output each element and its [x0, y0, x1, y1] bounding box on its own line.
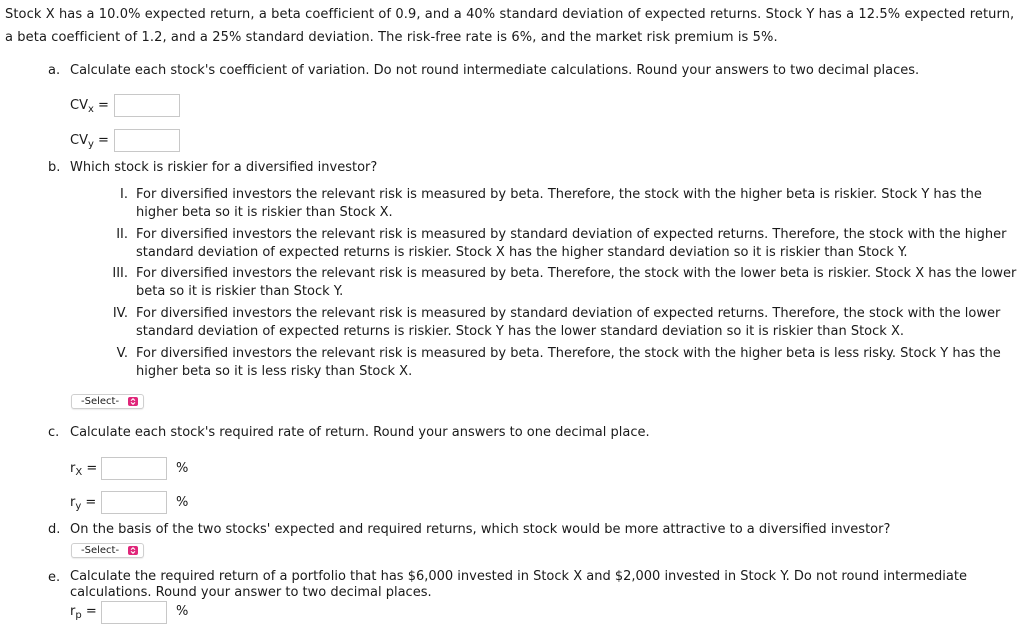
option-v-text: For diversified investors the relevant risk is measured by beta. Therefore, the stock with the higher beta is less risky. Stock Y has the higher beta so it is less risky than Stock X. [136, 346, 1001, 379]
option-i-text: For diversified investors the relevant risk is measured by beta. Therefore, the stock with the higher beta is riskier. Stock Y has the higher beta so it is riskier than Stock X. [136, 187, 982, 220]
cvy-input[interactable] [114, 129, 180, 152]
up-down-chevron-icon [128, 397, 138, 406]
part-b-label: b. [48, 160, 61, 175]
part-a-question: Calculate each stock's coefficient of variation. Do not round intermediate calculations. Round your answers to two decimal places. [70, 63, 920, 78]
problem-statement: Stock X has a 10.0% expected return, a beta coefficient of 0.9, and a 40% standard deviation of expected returns. Stock Y has a 12.5% expected return, a beta coefficient of 1.2, and a 25% standard deviation. The risk-free rate is 6%, and the market risk premium is 5%. [5, 7, 1015, 45]
part-e-label: e. [48, 570, 61, 585]
part-e-question: Calculate the required return of a portfolio that has $6,000 invested in Stock X and $2,000 invested in Stock Y. Do not round intermediate calculations. Round your answer to two decimal places. [70, 569, 967, 600]
part-c-question: Calculate each stock's required rate of return. Round your answers to one decimal place. [70, 425, 650, 440]
rp-percent-unit: % [176, 604, 189, 619]
ry-label: $r_y$ = [70, 495, 97, 512]
rx-label: $r_X$ = [70, 461, 98, 478]
rx-percent-unit: % [176, 461, 189, 476]
up-down-chevron-icon [128, 546, 138, 555]
option-iii-number: III. [112, 266, 128, 281]
part-b-question: Which stock is riskier for a diversified investor? [70, 160, 378, 175]
option-ii-text: For diversified investors the relevant risk is measured by standard deviation of expected returns. Therefore, the stock with the higher standard deviation of expected returns is riskier. Stock X has the higher standard deviation so it is riskier than Stock Y. [136, 227, 1007, 260]
part-d-select[interactable]: -Select- [71, 543, 144, 558]
option-iv-number: IV. [112, 306, 128, 321]
ry-input[interactable] [101, 491, 167, 514]
part-b-select[interactable]: -Select- [71, 394, 144, 409]
part-a-label: a. [48, 63, 61, 78]
ry-percent-unit: % [176, 495, 189, 510]
cvx-label: $CV_x$ = [70, 98, 109, 115]
part-d-label: d. [48, 522, 61, 537]
part-d-question: On the basis of the two stocks' expected and required returns, which stock would be more attractive to a diversified investor? [70, 522, 891, 537]
option-i-number: I. [120, 187, 128, 202]
part-c-label: c. [48, 425, 60, 440]
rp-label: $r_p$ = [70, 604, 97, 621]
cvx-input[interactable] [114, 94, 180, 117]
option-ii-number: II. [116, 227, 128, 242]
rp-input[interactable] [101, 601, 167, 624]
option-v-number: V. [116, 346, 128, 361]
option-iv-text: For diversified investors the relevant risk is measured by standard deviation of expected returns. Therefore, the stock with the lower standard deviation of expected returns is riskier. Stock Y has the lower standard deviation so it is riskier than Stock X. [136, 306, 1001, 339]
cvy-label: $CV_y$ = [70, 133, 109, 150]
rx-input[interactable] [101, 457, 167, 480]
option-iii-text: For diversified investors the relevant risk is measured by beta. Therefore, the stock with the lower beta is riskier. Stock X has the lower beta so it is riskier than Stock Y. [136, 266, 1017, 299]
